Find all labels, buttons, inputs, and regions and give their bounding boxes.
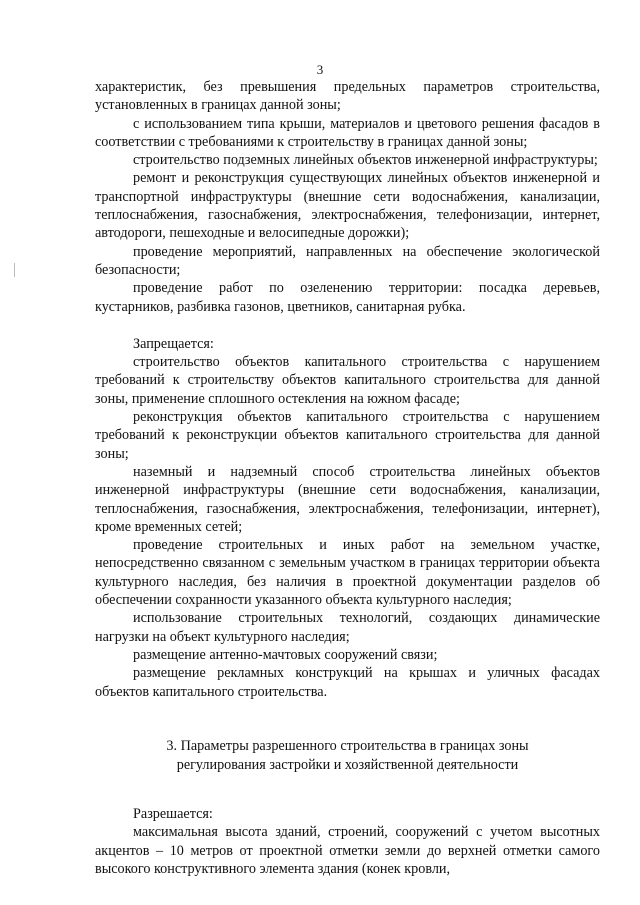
allowed-label: Разрешается: xyxy=(133,806,213,822)
document-body xyxy=(95,78,600,701)
forbidden-label: Запрещается: xyxy=(133,335,214,352)
section-heading xyxy=(95,737,600,775)
allowed-item: максимальная высота зданий, строений, сооружений с учетом высотных акцентов – 10 метров от проектной отметки земли до верхней отметки самого высокого конструктивного элемента здания (конек кровли, xyxy=(95,824,600,877)
forbidden-item: размещение антенно-мачтовых сооружений связи; xyxy=(133,646,438,663)
paragraph-roof-facades: с использованием типа крыши, материалов и цветового решения фасадов в соответствии с требованиями к строительству в границах данной зоны; xyxy=(95,115,600,150)
forbidden-item: размещение рекламных конструкций на крышах и уличных фасадах объектов капитального строительства. xyxy=(95,665,600,700)
forbidden-item: проведение строительных и иных работ на земельном участке, непосредственно связанном с земельным участком в границах территории объекта культурного наследия, без наличия в проектной документации разделов об обеспечении сохранности указанного объекта культурного наследия; xyxy=(95,537,600,609)
forbidden-item: строительство объектов капитального строительства с нарушением требований к строительству объектов капитального строительства для данной зоны, применение сплошного остекления на южном фасаде; xyxy=(95,354,600,407)
page-number: 3 xyxy=(316,62,324,77)
section-heading-line2: регулирования застройки и хозяйственной деятельности xyxy=(176,757,519,773)
paragraph-ecology: проведение мероприятий, направленных на обеспечение экологической безопасности; xyxy=(95,243,600,278)
scan-margin-mark xyxy=(14,263,15,277)
section-heading-line1: 3. Параметры разрешенного строительства в границах зоны xyxy=(166,738,529,754)
paragraph-repair-infrastructure: ремонт и реконструкция существующих линейных объектов инженерной и транспортной инфраструктуры (внешние сети водоснабжения, канализации, теплоснабжения, газоснабжения, электроснабжения, телефонизации, интернет, автодороги, пешеходные и велосипедные дорожки); xyxy=(95,170,600,242)
forbidden-item: реконструкция объектов капитального строительства с нарушением требований к реконструкции объектов капитального строительства для данной зоны; xyxy=(95,409,600,462)
document-body-continued xyxy=(95,805,600,878)
paragraph-continuation: характеристик, без превышения предельных параметров строительства, установленных в границах данной зоны; xyxy=(95,79,600,114)
paragraph-greening: проведение работ по озеленению территории: посадка деревьев, кустарников, разбивка газонов, цветников, санитарная рубка. xyxy=(95,280,600,315)
paragraph-underground-lines: строительство подземных линейных объектов инженерной инфраструктуры; xyxy=(133,152,598,169)
forbidden-item: наземный и надземный способ строительства линейных объектов инженерной инфраструктуры (внешние сети водоснабжения, канализации, теплоснабжения, газоснабжения, электроснабжения, телефонизации, интернет), кроме временных сетей; xyxy=(95,463,600,535)
forbidden-item: использование строительных технологий, создающих динамические нагрузки на объект культурного наследия; xyxy=(95,610,600,645)
